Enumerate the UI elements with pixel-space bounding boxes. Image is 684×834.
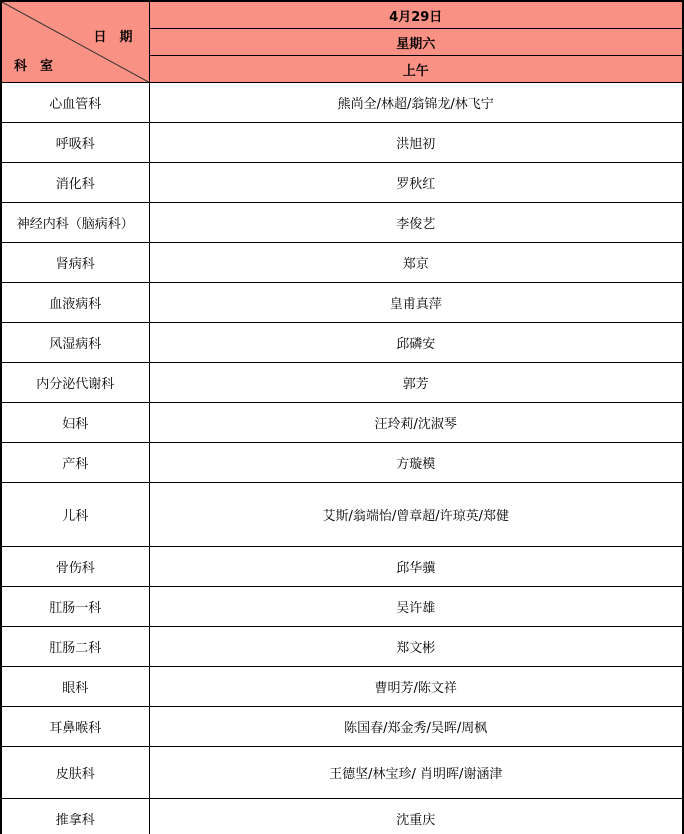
- department-cell: 耳鼻喉科: [1, 707, 149, 747]
- doctors-cell: 罗秋红: [149, 163, 683, 203]
- department-cell: 皮肤科: [1, 747, 149, 799]
- corner-label-date: 日 期: [93, 30, 133, 45]
- department-cell: 儿科: [1, 483, 149, 547]
- table-row: [1, 747, 683, 799]
- table-row: [1, 443, 683, 483]
- department-cell: 肾病科: [1, 243, 149, 283]
- doctors-cell: 李俊艺: [149, 203, 683, 243]
- department-cell: 风湿病科: [1, 323, 149, 363]
- header-date-cell: 4月29日: [149, 1, 683, 29]
- department-cell: 心血管科: [1, 83, 149, 123]
- department-cell: 神经内科（脑病科）: [1, 203, 149, 243]
- department-cell: 呼吸科: [1, 123, 149, 163]
- doctors-cell: 皇甫真萍: [149, 283, 683, 323]
- department-cell: 骨伤科: [1, 547, 149, 587]
- doctors-cell: 郑京: [149, 243, 683, 283]
- table-row: [1, 123, 683, 163]
- corner-label-department: 科 室: [14, 59, 54, 74]
- doctors-cell: 王德坚/林宝珍/ 肖明晖/谢涵津: [149, 747, 683, 799]
- department-cell: 眼科: [1, 667, 149, 707]
- doctors-cell: 邱磷安: [149, 323, 683, 363]
- header-period-cell: 上午: [149, 56, 683, 83]
- table-row: [1, 667, 683, 707]
- doctors-cell: 吴许雄: [149, 587, 683, 627]
- table-row: [1, 707, 683, 747]
- schedule-body: [1, 83, 683, 834]
- table-row: [1, 83, 683, 123]
- schedule-header: [1, 1, 683, 83]
- table-row: [1, 243, 683, 283]
- doctors-cell: 方璇模: [149, 443, 683, 483]
- table-row: [1, 799, 683, 834]
- department-cell: 推拿科: [1, 799, 149, 834]
- header-weekday-cell: 星期六: [149, 29, 683, 56]
- department-cell: 血液病科: [1, 283, 149, 323]
- department-cell: 肛肠二科: [1, 627, 149, 667]
- corner-header-cell: [1, 1, 149, 83]
- table-row: [1, 483, 683, 547]
- table-row: [1, 403, 683, 443]
- doctors-cell: 沈重庆: [149, 799, 683, 834]
- department-cell: 消化科: [1, 163, 149, 203]
- doctors-cell: 陈国春/郑金秀/吴晖/周枫: [149, 707, 683, 747]
- doctors-cell: 郑文彬: [149, 627, 683, 667]
- doctors-cell: 曹明芳/陈文祥: [149, 667, 683, 707]
- table-row: [1, 363, 683, 403]
- table-row: [1, 587, 683, 627]
- table-row: [1, 323, 683, 363]
- table-row: [1, 283, 683, 323]
- table-row: [1, 547, 683, 587]
- department-cell: 产科: [1, 443, 149, 483]
- department-cell: 肛肠一科: [1, 587, 149, 627]
- doctors-cell: 艾斯/翁端怡/曾章超/许琼英/郑健: [149, 483, 683, 547]
- doctors-cell: 汪玲莉/沈淑琴: [149, 403, 683, 443]
- doctors-cell: 熊尚全/林超/翁锦龙/林飞宁: [149, 83, 683, 123]
- department-cell: 妇科: [1, 403, 149, 443]
- department-cell: 内分泌代谢科: [1, 363, 149, 403]
- doctors-cell: 郭芳: [149, 363, 683, 403]
- table-row: [1, 163, 683, 203]
- doctors-cell: 洪旭初: [149, 123, 683, 163]
- doctors-cell: 邱华骥: [149, 547, 683, 587]
- table-row: [1, 627, 683, 667]
- table-row: [1, 203, 683, 243]
